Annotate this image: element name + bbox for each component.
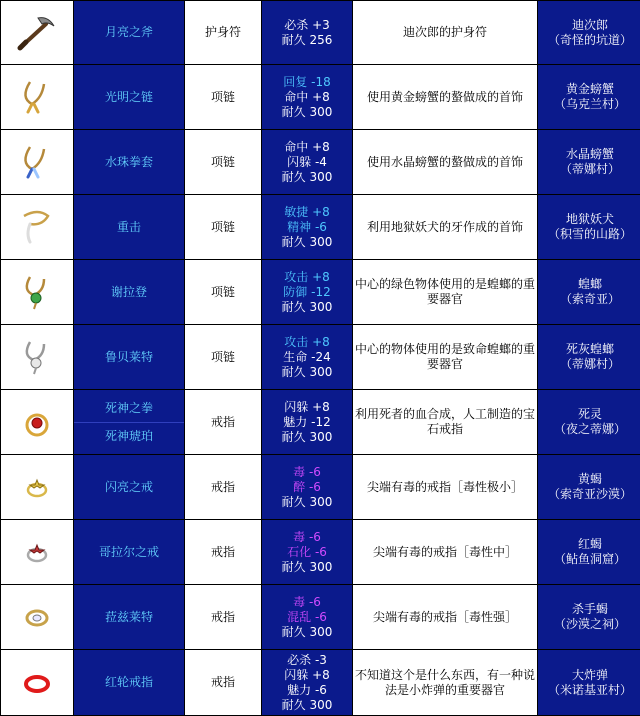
item-stats	[262, 455, 353, 520]
stat-line	[262, 170, 352, 185]
stat-line	[262, 625, 352, 640]
table-row	[1, 260, 640, 325]
source-location: （沙漠之祠）	[553, 617, 626, 631]
item-type: 戒指	[185, 455, 262, 520]
item-stats	[262, 390, 353, 455]
stat-label: 闪躲	[284, 667, 309, 682]
stat-value: 300	[309, 364, 333, 379]
stat-line	[262, 235, 352, 250]
item-type: 项链	[185, 260, 262, 325]
item-source	[538, 325, 640, 390]
source-location: （索奇亚）	[559, 292, 620, 306]
source-monster: 地狱妖犬	[565, 212, 614, 226]
source-monster: 大炸弹	[571, 667, 608, 682]
stat-value: -12	[311, 284, 331, 299]
stat-line	[262, 205, 352, 220]
stat-value: -6	[308, 529, 321, 544]
stat-label: 混乱	[287, 609, 312, 624]
stat-label: 毒	[293, 529, 306, 544]
item-name: 水珠拳套	[104, 154, 153, 169]
stat-line	[262, 430, 352, 445]
stat-value: -18	[311, 74, 331, 89]
source-location: （乌克兰村）	[553, 97, 626, 111]
stat-line	[262, 285, 352, 300]
item-source	[538, 585, 640, 650]
source-location: （蒂娜村）	[559, 162, 620, 176]
source-monster: 蝗螂	[577, 277, 602, 291]
stat-label: 攻击	[284, 334, 309, 349]
source-location: （鲇鱼洞窟）	[553, 552, 626, 566]
stat-value: 300	[309, 624, 333, 639]
stat-label: 闪躲	[284, 399, 309, 414]
item-name: 闪亮之戒	[104, 479, 153, 494]
table-row	[1, 390, 640, 455]
table-row	[1, 650, 640, 716]
stat-value: -3	[314, 652, 327, 667]
item-source	[538, 65, 640, 130]
source-monster: 黄蝎	[577, 472, 602, 486]
stat-label: 毒	[293, 464, 306, 479]
stat-line	[262, 683, 352, 698]
stat-label: 耐久	[281, 234, 306, 249]
stat-line	[262, 90, 352, 105]
necklace-icon	[1, 65, 74, 130]
item-stats	[262, 325, 353, 390]
stat-value: 300	[309, 494, 333, 509]
stat-label: 石化	[287, 544, 312, 559]
necklace-blue-icon	[1, 130, 74, 195]
stat-label: 耐久	[281, 104, 306, 119]
item-type: 项链	[185, 65, 262, 130]
source-monster: 杀手蝎	[571, 602, 608, 616]
item-type: 戒指	[185, 520, 262, 585]
item-type: 项链	[185, 325, 262, 390]
item-description: 尖端有毒的戒指［毒性极小］	[353, 455, 538, 520]
item-name-cell	[74, 1, 185, 65]
table-row	[1, 520, 640, 585]
stat-label: 回复	[283, 74, 308, 89]
stat-value: 256	[309, 32, 333, 47]
source-location: （蒂娜村）	[559, 357, 620, 371]
stat-label: 精神	[287, 219, 312, 234]
stat-line	[262, 480, 352, 495]
source-monster: 水晶螃蟹	[565, 147, 614, 161]
grey-pendant-icon	[1, 325, 74, 390]
stat-line	[262, 415, 352, 430]
item-source	[538, 455, 640, 520]
stat-line	[262, 105, 352, 120]
source-location: （夜之蒂娜）	[553, 422, 626, 436]
item-stats	[262, 65, 353, 130]
stat-line	[262, 610, 352, 625]
item-description: 不知道这个是什么东西，有一种说法是小炸弹的重要器官	[353, 650, 538, 716]
table-row	[1, 1, 640, 65]
stat-line	[262, 75, 352, 90]
stat-label: 攻击	[284, 269, 309, 284]
stat-value: +8	[312, 269, 330, 284]
stat-label: 命中	[284, 139, 309, 154]
stat-line	[262, 365, 352, 380]
stat-value: -6	[314, 219, 327, 234]
stat-label: 耐久	[281, 429, 306, 444]
stat-line	[262, 335, 352, 350]
stat-label: 耐久	[281, 299, 306, 314]
stat-value: +8	[312, 399, 330, 414]
item-name-cell	[74, 520, 185, 585]
item-name: 重击	[116, 219, 141, 234]
stat-value: 300	[309, 169, 333, 184]
stat-line	[262, 545, 352, 560]
stat-value: 300	[309, 697, 333, 712]
stat-label: 耐久	[281, 697, 306, 712]
stat-value: +8	[312, 667, 330, 682]
stat-line	[262, 653, 352, 668]
source-monster: 迪次郎	[571, 17, 608, 32]
item-description: 中心的绿色物体使用的是蝗螂的重要器官	[353, 260, 538, 325]
stat-value: -6	[308, 464, 321, 479]
item-name: 光明之链	[104, 89, 153, 104]
item-source	[538, 1, 640, 65]
stat-line	[262, 530, 352, 545]
stat-label: 敏捷	[284, 204, 309, 219]
stat-value: +8	[312, 139, 330, 154]
stat-label: 闪躲	[287, 154, 312, 169]
stat-value: 300	[309, 234, 333, 249]
source-location: （奇怪的坑道）	[547, 32, 632, 47]
red-band-ring-icon	[1, 650, 74, 716]
item-name: 死神琥珀	[74, 422, 184, 450]
source-location: （索奇亚沙漠）	[547, 487, 632, 501]
item-type: 护身符	[185, 1, 262, 65]
stat-line	[262, 595, 352, 610]
item-name-cell	[74, 260, 185, 325]
stat-label: 耐久	[281, 32, 306, 47]
stat-value: -4	[314, 154, 327, 169]
item-name-cell	[74, 650, 185, 716]
item-name-cell	[74, 130, 185, 195]
table-row	[1, 65, 640, 130]
source-location: （积雪的山路）	[547, 227, 632, 241]
yellow-ring-icon	[1, 455, 74, 520]
stat-label: 防御	[283, 284, 308, 299]
source-monster: 红蝎	[577, 537, 602, 551]
stat-value: -24	[311, 349, 331, 364]
item-source	[538, 520, 640, 585]
item-description: 迪次郎的护身符	[353, 1, 538, 65]
source-monster: 黄金螃蟹	[565, 82, 614, 96]
stat-line	[262, 465, 352, 480]
item-source	[538, 390, 640, 455]
stat-line	[262, 668, 352, 683]
gold-ring-icon	[1, 585, 74, 650]
stat-label: 醉	[293, 479, 306, 494]
red-spike-ring-icon	[1, 520, 74, 585]
item-name: 哥拉尔之戒	[98, 544, 159, 559]
stat-line	[262, 33, 352, 48]
table-row	[1, 195, 640, 260]
table-row	[1, 130, 640, 195]
stat-label: 魅力	[283, 414, 308, 429]
item-type: 项链	[185, 130, 262, 195]
stat-value: -6	[314, 609, 327, 624]
stat-value: -6	[314, 682, 327, 697]
stat-value: 300	[309, 559, 333, 574]
item-stats	[262, 1, 353, 65]
item-name: 菈兹莱特	[104, 609, 153, 624]
stat-value: +8	[312, 89, 330, 104]
item-description: 利用地狱妖犬的牙作成的首饰	[353, 195, 538, 260]
stat-label: 耐久	[281, 494, 306, 509]
table-row	[1, 585, 640, 650]
item-name: 月亮之斧	[104, 25, 153, 39]
stat-label: 必杀	[287, 652, 312, 667]
stat-line	[262, 350, 352, 365]
stat-line	[262, 560, 352, 575]
item-description: 尖端有毒的戒指［毒性中］	[353, 520, 538, 585]
item-type: 戒指	[185, 585, 262, 650]
source-monster: 死灵	[577, 407, 602, 421]
item-stats	[262, 260, 353, 325]
item-type: 项链	[185, 195, 262, 260]
stat-label: 耐久	[281, 559, 306, 574]
item-stats	[262, 520, 353, 585]
table-row	[1, 455, 640, 520]
item-name: 死神之拳	[104, 400, 153, 415]
fang-necklace-icon	[1, 195, 74, 260]
green-pendant-icon	[1, 260, 74, 325]
stat-label: 命中	[284, 89, 309, 104]
item-description: 尖端有毒的戒指［毒性强］	[353, 585, 538, 650]
item-type: 戒指	[185, 650, 262, 716]
stat-value: 300	[309, 299, 333, 314]
stat-line	[262, 155, 352, 170]
red-gem-ring-icon	[1, 390, 74, 455]
stat-line	[262, 270, 352, 285]
item-name: 红轮戒指	[104, 675, 153, 689]
item-source	[538, 195, 640, 260]
item-source	[538, 130, 640, 195]
item-description: 使用黄金螃蟹的螯做成的首饰	[353, 65, 538, 130]
stat-value: 300	[309, 104, 333, 119]
item-description: 利用死者的血合成，人工制造的宝石戒指	[353, 390, 538, 455]
stat-label: 生命	[283, 349, 308, 364]
stat-line	[262, 140, 352, 155]
item-name-cell	[74, 390, 185, 455]
item-description: 使用水晶螃蟹的螯做成的首饰	[353, 130, 538, 195]
item-name: 谢拉登	[110, 284, 147, 299]
item-stats	[262, 130, 353, 195]
stat-value: -6	[308, 479, 321, 494]
stat-label: 必杀	[284, 17, 309, 32]
stat-value: +8	[312, 334, 330, 349]
stat-value: -12	[311, 414, 331, 429]
item-name-cell	[74, 195, 185, 260]
item-stats	[262, 650, 353, 716]
item-name-cell	[74, 65, 185, 130]
table-row	[1, 325, 640, 390]
item-description: 中心的物体使用的是致命蝗螂的重要器官	[353, 325, 538, 390]
stat-line	[262, 495, 352, 510]
stat-label: 魅力	[287, 682, 312, 697]
item-stats	[262, 195, 353, 260]
stat-value: +8	[312, 204, 330, 219]
stat-line	[262, 300, 352, 315]
stat-value: +3	[312, 17, 330, 32]
stat-line	[262, 220, 352, 235]
item-name: 鲁贝莱特	[104, 349, 153, 364]
stat-value: 300	[309, 429, 333, 444]
item-stats	[262, 585, 353, 650]
stat-label: 毒	[293, 594, 306, 609]
stat-value: -6	[314, 544, 327, 559]
stat-line	[262, 400, 352, 415]
stat-label: 耐久	[281, 364, 306, 379]
stat-label: 耐久	[281, 169, 306, 184]
stat-line	[262, 18, 352, 33]
item-name-cell	[74, 585, 185, 650]
item-table-body	[1, 1, 640, 716]
stat-value: -6	[308, 594, 321, 609]
item-source	[538, 650, 640, 716]
pickaxe-icon	[1, 1, 74, 65]
source-monster: 死灰蝗螂	[565, 342, 614, 356]
stat-line	[262, 698, 352, 713]
item-type: 戒指	[185, 390, 262, 455]
item-name-cell	[74, 455, 185, 520]
source-location: （米诺基亚村）	[547, 682, 632, 697]
item-name-cell	[74, 325, 185, 390]
stat-label: 耐久	[281, 624, 306, 639]
item-source	[538, 260, 640, 325]
